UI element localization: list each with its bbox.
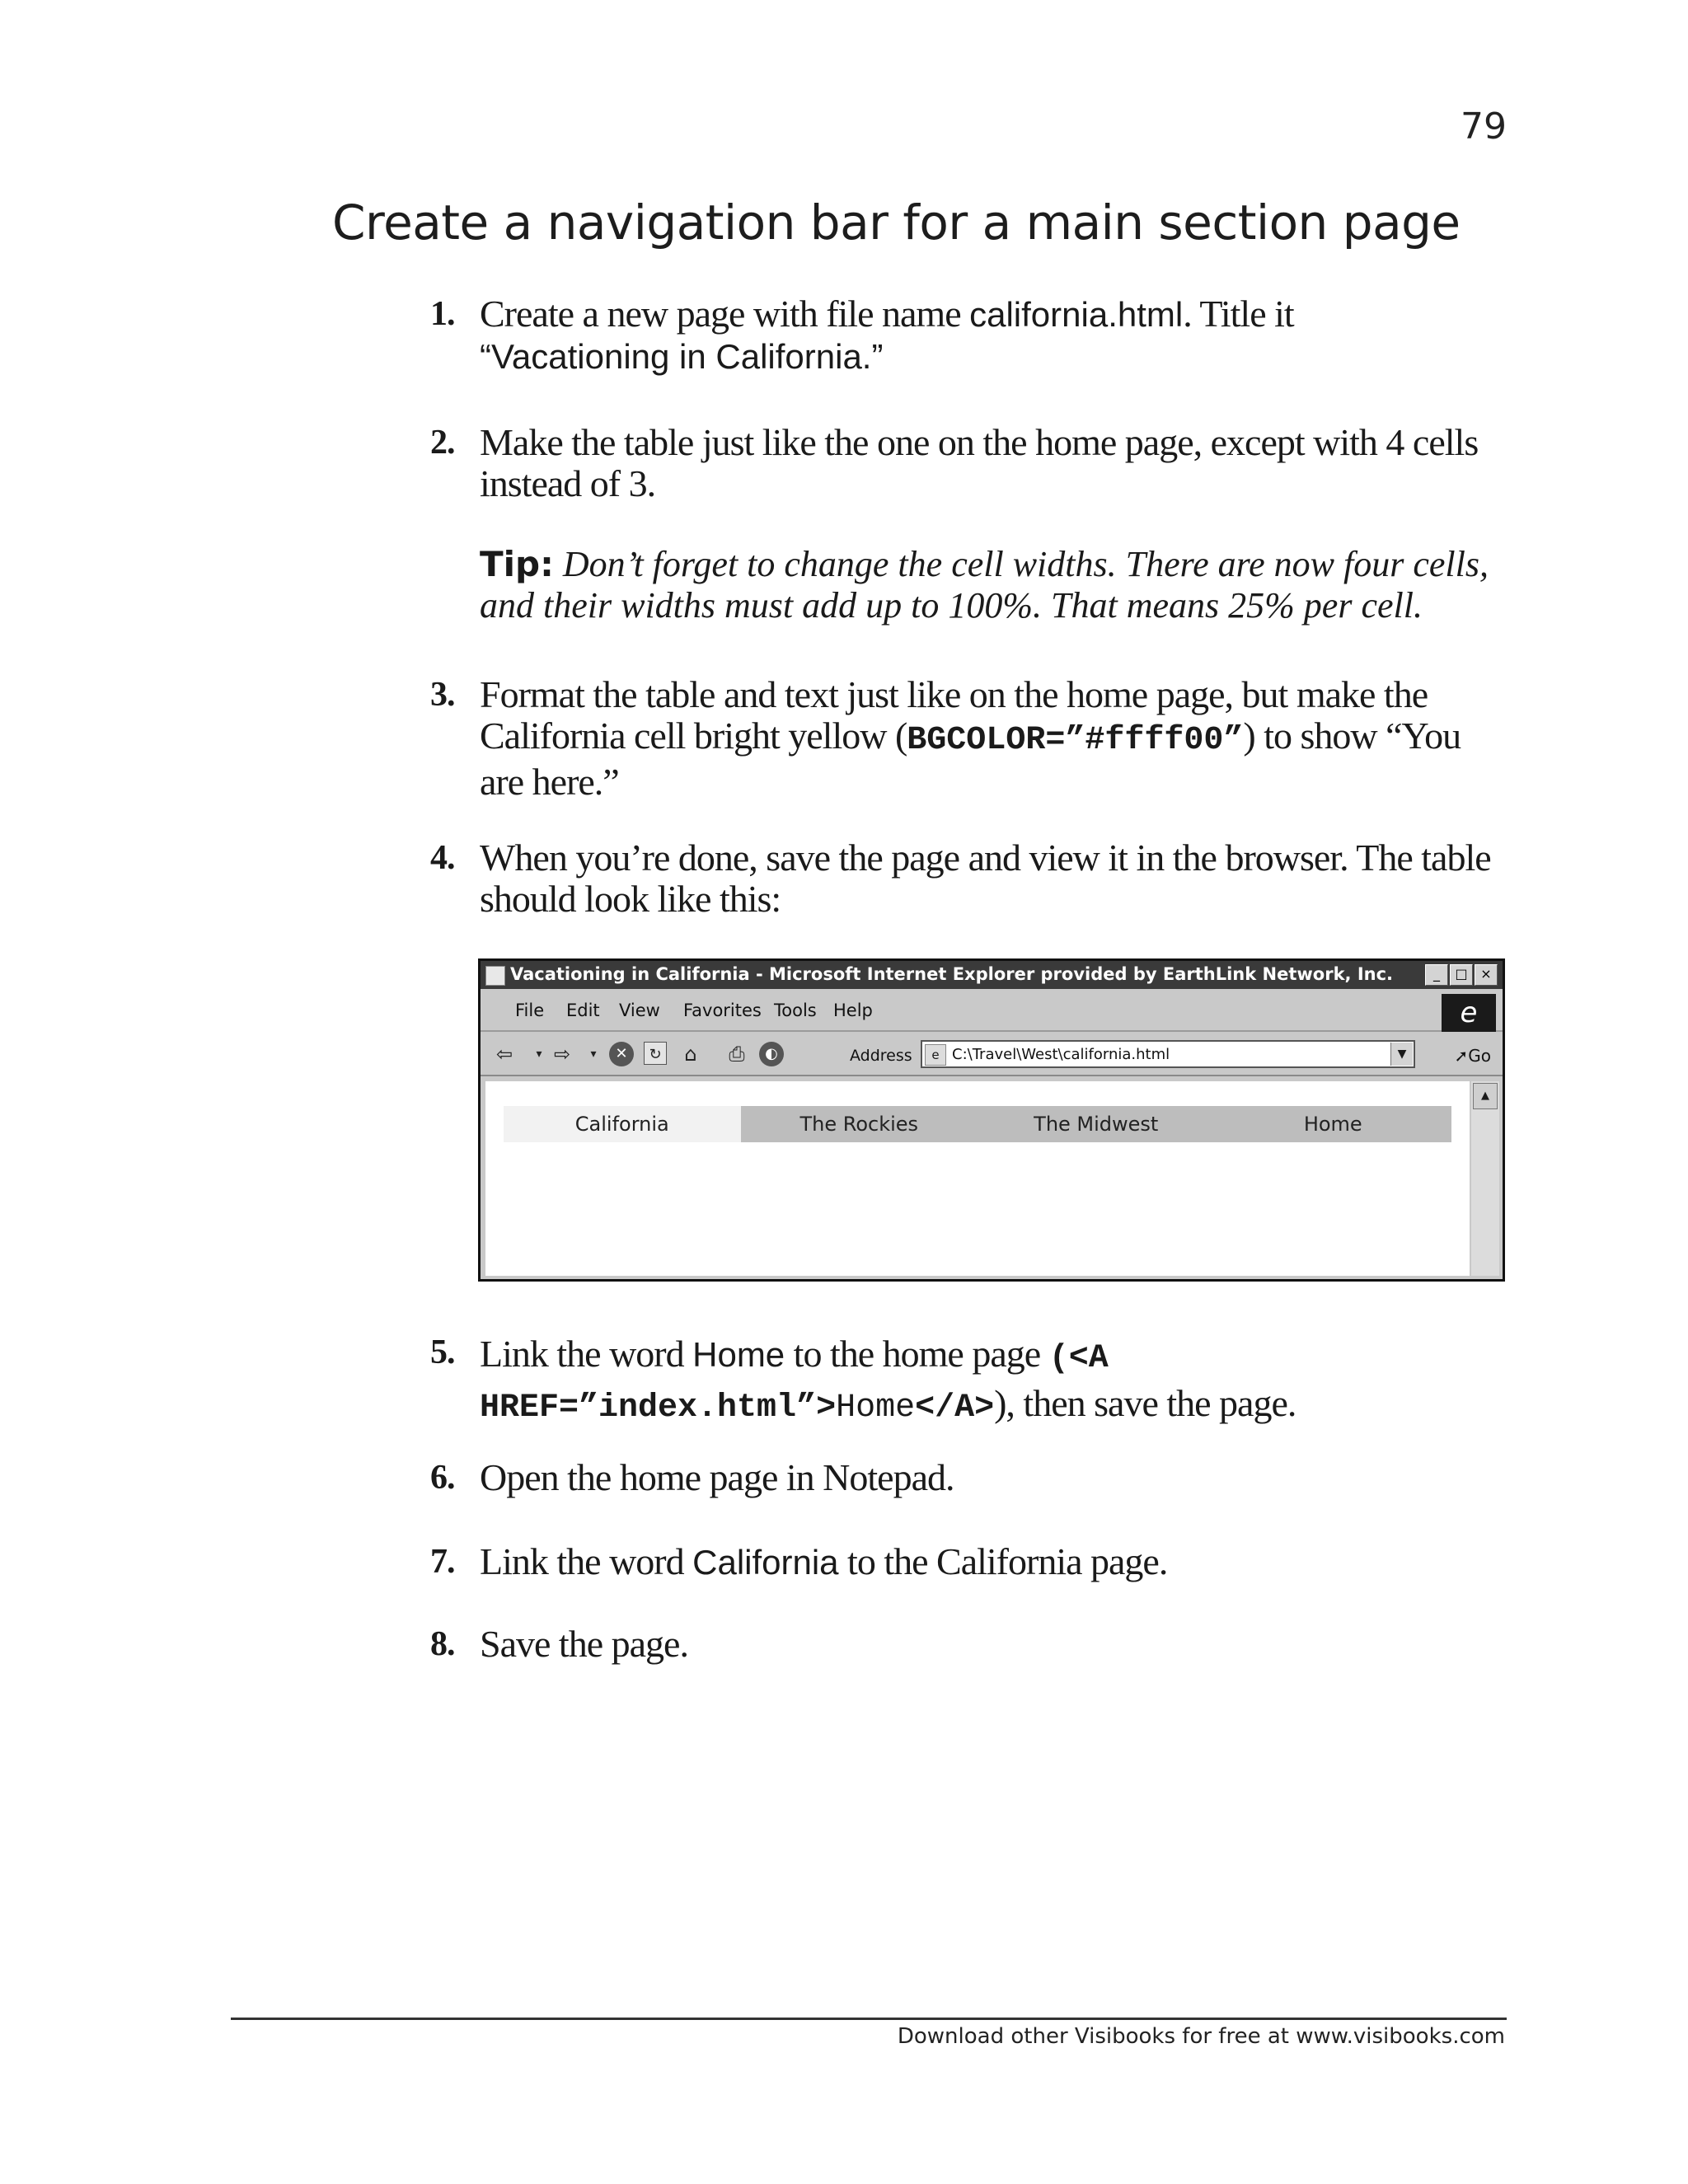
step-number: 7.	[430, 1543, 455, 1581]
step-text: Save the page.	[480, 1623, 688, 1665]
menu-file[interactable]: File	[515, 1001, 545, 1020]
step-text: When you’re done, save the page and view it in the browser. The table should look like this:	[480, 837, 1491, 920]
tip-note	[480, 544, 1502, 626]
page-title: Create a navigation bar for a main section page	[332, 194, 1461, 251]
go-button[interactable]: ➚Go	[1454, 1046, 1491, 1066]
stop-icon[interactable]: ✕	[609, 1042, 634, 1066]
step-number: 5.	[430, 1333, 455, 1371]
step-text: Make the table just like the one on the home page, except with 4 cells instead of 3.	[480, 421, 1479, 504]
minimize-icon[interactable]: _	[1425, 964, 1448, 986]
back-dropdown-icon[interactable]: ▾	[536, 1047, 542, 1061]
browser-toolbar	[481, 1033, 1503, 1076]
menu-favorites[interactable]: Favorites	[683, 1001, 762, 1020]
vertical-scrollbar[interactable]	[1471, 1081, 1499, 1276]
maximize-icon[interactable]: □	[1450, 964, 1473, 986]
refresh-icon[interactable]: ↻	[644, 1042, 667, 1065]
step-number: 1.	[430, 295, 455, 333]
nav-cell-rockies[interactable]: The Rockies	[741, 1106, 978, 1142]
page-number: 79	[1461, 105, 1507, 148]
browser-title-bar	[481, 961, 1503, 989]
step-number: 6.	[430, 1459, 455, 1497]
browser-menu-bar	[481, 991, 1503, 1032]
footer-text: Download other Visibooks for free at www.visibooks.com	[897, 2024, 1505, 2049]
nav-bar-table	[504, 1106, 1451, 1142]
nav-cell-midwest[interactable]: The Midwest	[978, 1106, 1215, 1142]
step-text: Link the word California to the California page.	[480, 1540, 1168, 1582]
ie-page-icon	[485, 966, 505, 986]
step-text: Create a new page with file name california.html. Title it “Vacationing in California.”	[480, 293, 1294, 376]
go-label: Go	[1468, 1046, 1491, 1066]
footer-divider	[231, 2018, 1507, 2020]
step-text: Format the table and text just like on the home page, but make the California cell bright yellow (BGCOLOR=”#ffff00”) to show “You are here.”	[480, 673, 1461, 803]
address-label: Address	[850, 1047, 912, 1065]
scroll-up-icon[interactable]: ▲	[1473, 1083, 1498, 1109]
forward-dropdown-icon[interactable]: ▾	[590, 1047, 597, 1061]
media-icon[interactable]: ◐	[759, 1042, 784, 1066]
menu-help[interactable]: Help	[833, 1001, 873, 1020]
ie-logo-icon: e	[1442, 994, 1496, 1032]
step-text: Link the word Home to the home page (<A HREF=”index.html”>Home</A>), then save the page.	[480, 1333, 1296, 1427]
address-bar[interactable]	[921, 1040, 1415, 1068]
menu-tools[interactable]: Tools	[774, 1001, 817, 1020]
tip-label: Tip:	[480, 544, 554, 584]
home-icon[interactable]: ⌂	[684, 1043, 697, 1066]
step-number: 4.	[430, 839, 455, 877]
browser-title: Vacationing in California - Microsoft Internet Explorer provided by EarthLink Network, Inc.	[510, 964, 1394, 984]
page-icon: e	[925, 1044, 946, 1066]
nav-cell-home[interactable]: Home	[1215, 1106, 1452, 1142]
step-number: 8.	[430, 1625, 455, 1663]
forward-icon[interactable]: ⇨	[553, 1043, 571, 1066]
step-text: Open the home page in Notepad.	[480, 1456, 954, 1498]
print-icon[interactable]: ⎙	[729, 1043, 745, 1066]
back-icon[interactable]: ⇦	[495, 1043, 513, 1066]
menu-view[interactable]: View	[619, 1001, 660, 1020]
step-number: 2.	[430, 424, 455, 462]
nav-cell-california[interactable]: California	[504, 1106, 741, 1142]
close-icon[interactable]: ×	[1475, 964, 1498, 986]
menu-edit[interactable]: Edit	[566, 1001, 600, 1020]
step-number: 3.	[430, 676, 455, 714]
browser-screenshot	[478, 958, 1505, 1282]
browser-viewport	[485, 1081, 1470, 1276]
address-text: C:\Travel\West\california.html	[952, 1046, 1170, 1063]
window-controls	[1423, 964, 1498, 986]
chevron-down-icon[interactable]: ▼	[1390, 1043, 1413, 1066]
tip-text: Don’t forget to change the cell widths. There are now four cells, and their widths must add up to 100%. That means 25% per cell.	[480, 544, 1489, 626]
